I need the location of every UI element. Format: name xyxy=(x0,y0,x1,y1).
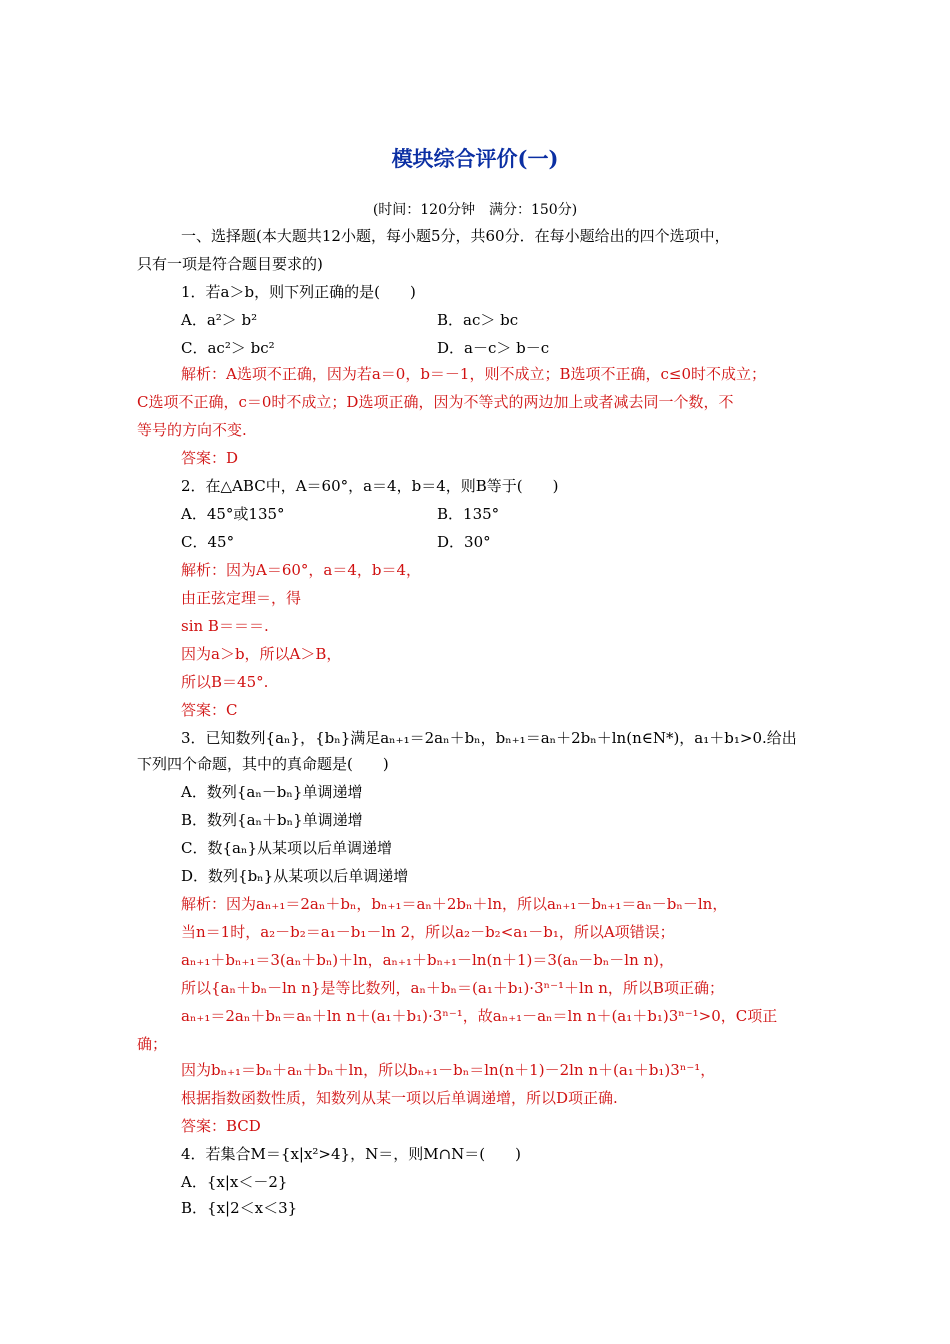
text-line: 3．已知数列{aₙ}，{bₙ}满足aₙ₊₁＝2aₙ＋bₙ，bₙ₊₁＝aₙ＋2bₙ＋ln(n∈N*)，a₁＋b₁>0.给出 xyxy=(181,729,797,747)
text-line: 4．若集合M＝{x|x²>4}，N＝，则M∩N＝( ) xyxy=(181,1145,521,1163)
text-line: 解析：因为A＝60°，a＝4，b＝4， xyxy=(181,561,422,579)
text-line: 因为bₙ₊₁＝bₙ＋aₙ＋bₙ＋ln，所以bₙ₊₁－bₙ＝ln(n＋1)－2ln n＋(a₁＋b₁)3ⁿ⁻¹， xyxy=(181,1061,716,1079)
text-line: 2．在△ABC中，A＝60°，a＝4，b＝4，则B等于( ) xyxy=(181,477,559,495)
text-line: 确； xyxy=(137,1035,168,1053)
text-line: 当n＝1时，a₂－b₂＝a₁－b₁－ln 2，所以a₂－b₂<a₁－b₁，所以A项错误； xyxy=(181,923,675,941)
text-line: C．ac²＞ bc² xyxy=(181,339,275,357)
text-line: aₙ₊₁＋bₙ₊₁＝3(aₙ＋bₙ)＋ln，aₙ₊₁＋bₙ₊₁－ln(n＋1)＝3(aₙ－bₙ－ln n)， xyxy=(181,951,675,969)
text-line: 根据指数函数性质，知数列从某一项以后单调递增，所以D项正确. xyxy=(181,1089,618,1107)
text-line: 只有一项是符合题目要求的) xyxy=(137,255,323,273)
text-line: sin B＝＝＝. xyxy=(181,617,269,635)
text-line: 解析：A选项不正确，因为若a＝0，b＝－1，则不成立；B选项不正确，c≤0时不成立； xyxy=(181,365,767,383)
text-line: D．数列{bₙ}从某项以后单调递增 xyxy=(181,867,409,885)
text-line: D．30° xyxy=(437,533,491,551)
text-line: D．a－c＞ b－c xyxy=(437,339,550,357)
text-line: A．{x|x＜－2} xyxy=(181,1173,288,1191)
text-line: A．数列{aₙ－bₙ}单调递增 xyxy=(181,783,363,801)
text-line: A．a²＞ b² xyxy=(181,311,258,329)
text-line: B．135° xyxy=(437,505,500,523)
exam-meta: (时间：120分钟 满分：150分) xyxy=(372,202,578,218)
text-line: 下列四个命题，其中的真命题是( ) xyxy=(137,755,389,773)
text-line: 解析：因为aₙ₊₁＝2aₙ＋bₙ，bₙ₊₁＝aₙ＋2bₙ＋ln，所以aₙ₊₁－bₙ₊₁＝aₙ－bₙ－ln， xyxy=(181,895,728,913)
text-line: C选项不正确，c＝0时不成立；D选项正确，因为不等式的两边加上或者减去同一个数，不 xyxy=(137,393,734,411)
text-line: 因为a＞b，所以A＞B， xyxy=(181,645,342,663)
text-line: 1．若a＞b，则下列正确的是( ) xyxy=(181,283,416,301)
text-line: 一、选择题(本大题共12小题，每小题5分，共60分．在每小题给出的四个选项中， xyxy=(181,227,730,245)
document-title: 模块综合评价(一) xyxy=(391,146,559,171)
text-line: A．45°或135° xyxy=(181,505,285,523)
text-line: 等号的方向不变. xyxy=(137,421,247,439)
text-line: B．数列{aₙ＋bₙ}单调递增 xyxy=(181,811,363,829)
text-line: B．{x|2＜x＜3} xyxy=(181,1199,298,1217)
text-line: aₙ₊₁＝2aₙ＋bₙ＝aₙ＋ln n＋(a₁＋b₁)·3ⁿ⁻¹，故aₙ₊₁－aₙ＝ln n＋(a₁＋b₁)3ⁿ⁻¹>0，C项正 xyxy=(181,1007,778,1025)
text-line: C．数{aₙ}从某项以后单调递增 xyxy=(181,839,392,857)
text-line: 答案：C xyxy=(181,701,238,719)
text-line: B．ac＞ bc xyxy=(437,311,519,329)
text-line: C．45° xyxy=(181,533,235,551)
text-line: 所以{aₙ＋bₙ－ln n}是等比数列，aₙ＋bₙ＝(a₁＋b₁)·3ⁿ⁻¹＋ln n，所以B项正确； xyxy=(181,979,724,997)
text-line: 所以B＝45°. xyxy=(181,673,269,691)
text-line: 答案：D xyxy=(181,449,239,467)
text-line: 由正弦定理＝，得 xyxy=(181,589,302,607)
text-line: 答案：BCD xyxy=(181,1117,261,1135)
